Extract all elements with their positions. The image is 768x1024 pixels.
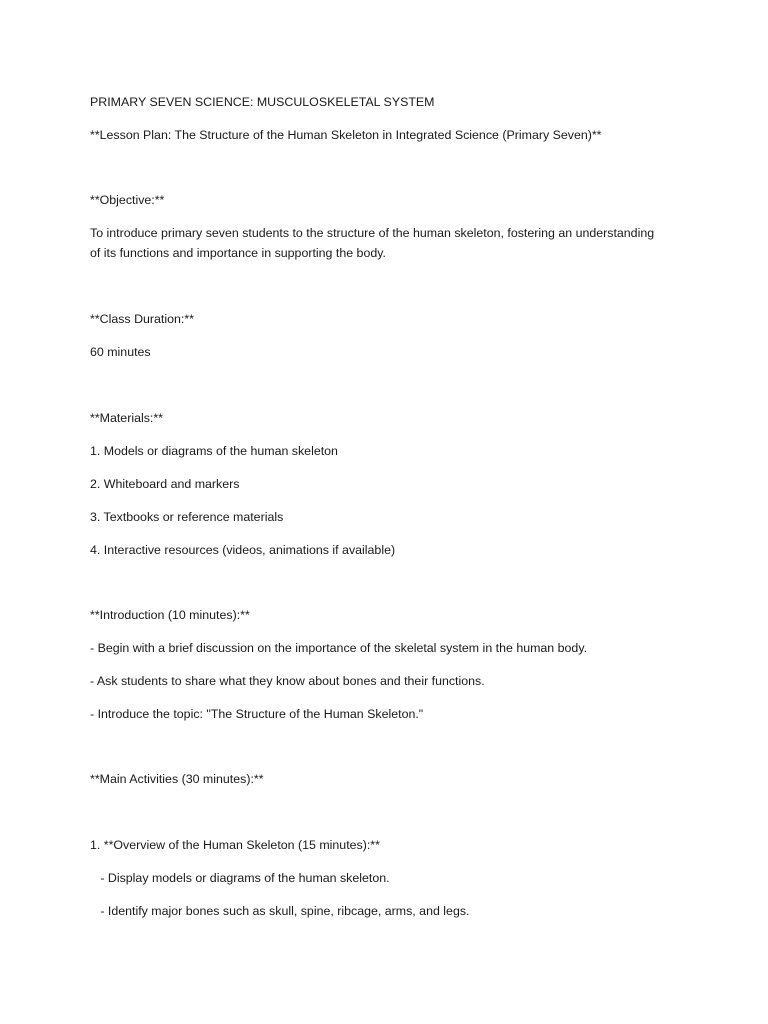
introduction-item: - Introduce the topic: "The Structure of the Human Skeleton.": [90, 707, 424, 721]
introduction-item: - Ask students to share what they know about bones and their functions.: [90, 674, 485, 688]
duration-value: 60 minutes: [90, 345, 151, 359]
document-title: PRIMARY SEVEN SCIENCE: MUSCULOSKELETAL SYSTEM: [90, 95, 435, 109]
introduction-item: - Begin with a brief discussion on the importance of the skeletal system in the human body.: [90, 641, 588, 655]
overview-heading: 1. **Overview of the Human Skeleton (15 minutes):**: [90, 838, 380, 852]
objective-heading: **Objective:**: [90, 193, 165, 207]
materials-heading: **Materials:**: [90, 411, 163, 425]
lesson-plan-title: **Lesson Plan: The Structure of the Human Skeleton in Integrated Science (Primary Seven)**: [90, 128, 602, 142]
objective-text-line: To introduce primary seven students to the structure of the human skeleton, fostering an understanding: [90, 226, 655, 240]
overview-item: - Display models or diagrams of the human skeleton.: [90, 871, 390, 885]
overview-item: - Identify major bones such as skull, spine, ribcage, arms, and legs.: [90, 904, 470, 918]
duration-heading: **Class Duration:**: [90, 312, 194, 326]
materials-item: 1. Models or diagrams of the human skeleton: [90, 444, 338, 458]
introduction-heading: **Introduction (10 minutes):**: [90, 608, 250, 622]
materials-item: 4. Interactive resources (videos, animations if available): [90, 543, 396, 557]
main-activities-heading: **Main Activities (30 minutes):**: [90, 772, 264, 786]
materials-item: 2. Whiteboard and markers: [90, 477, 240, 491]
materials-item: 3. Textbooks or reference materials: [90, 510, 284, 524]
objective-text-line: of its functions and importance in supporting the body.: [90, 246, 386, 260]
